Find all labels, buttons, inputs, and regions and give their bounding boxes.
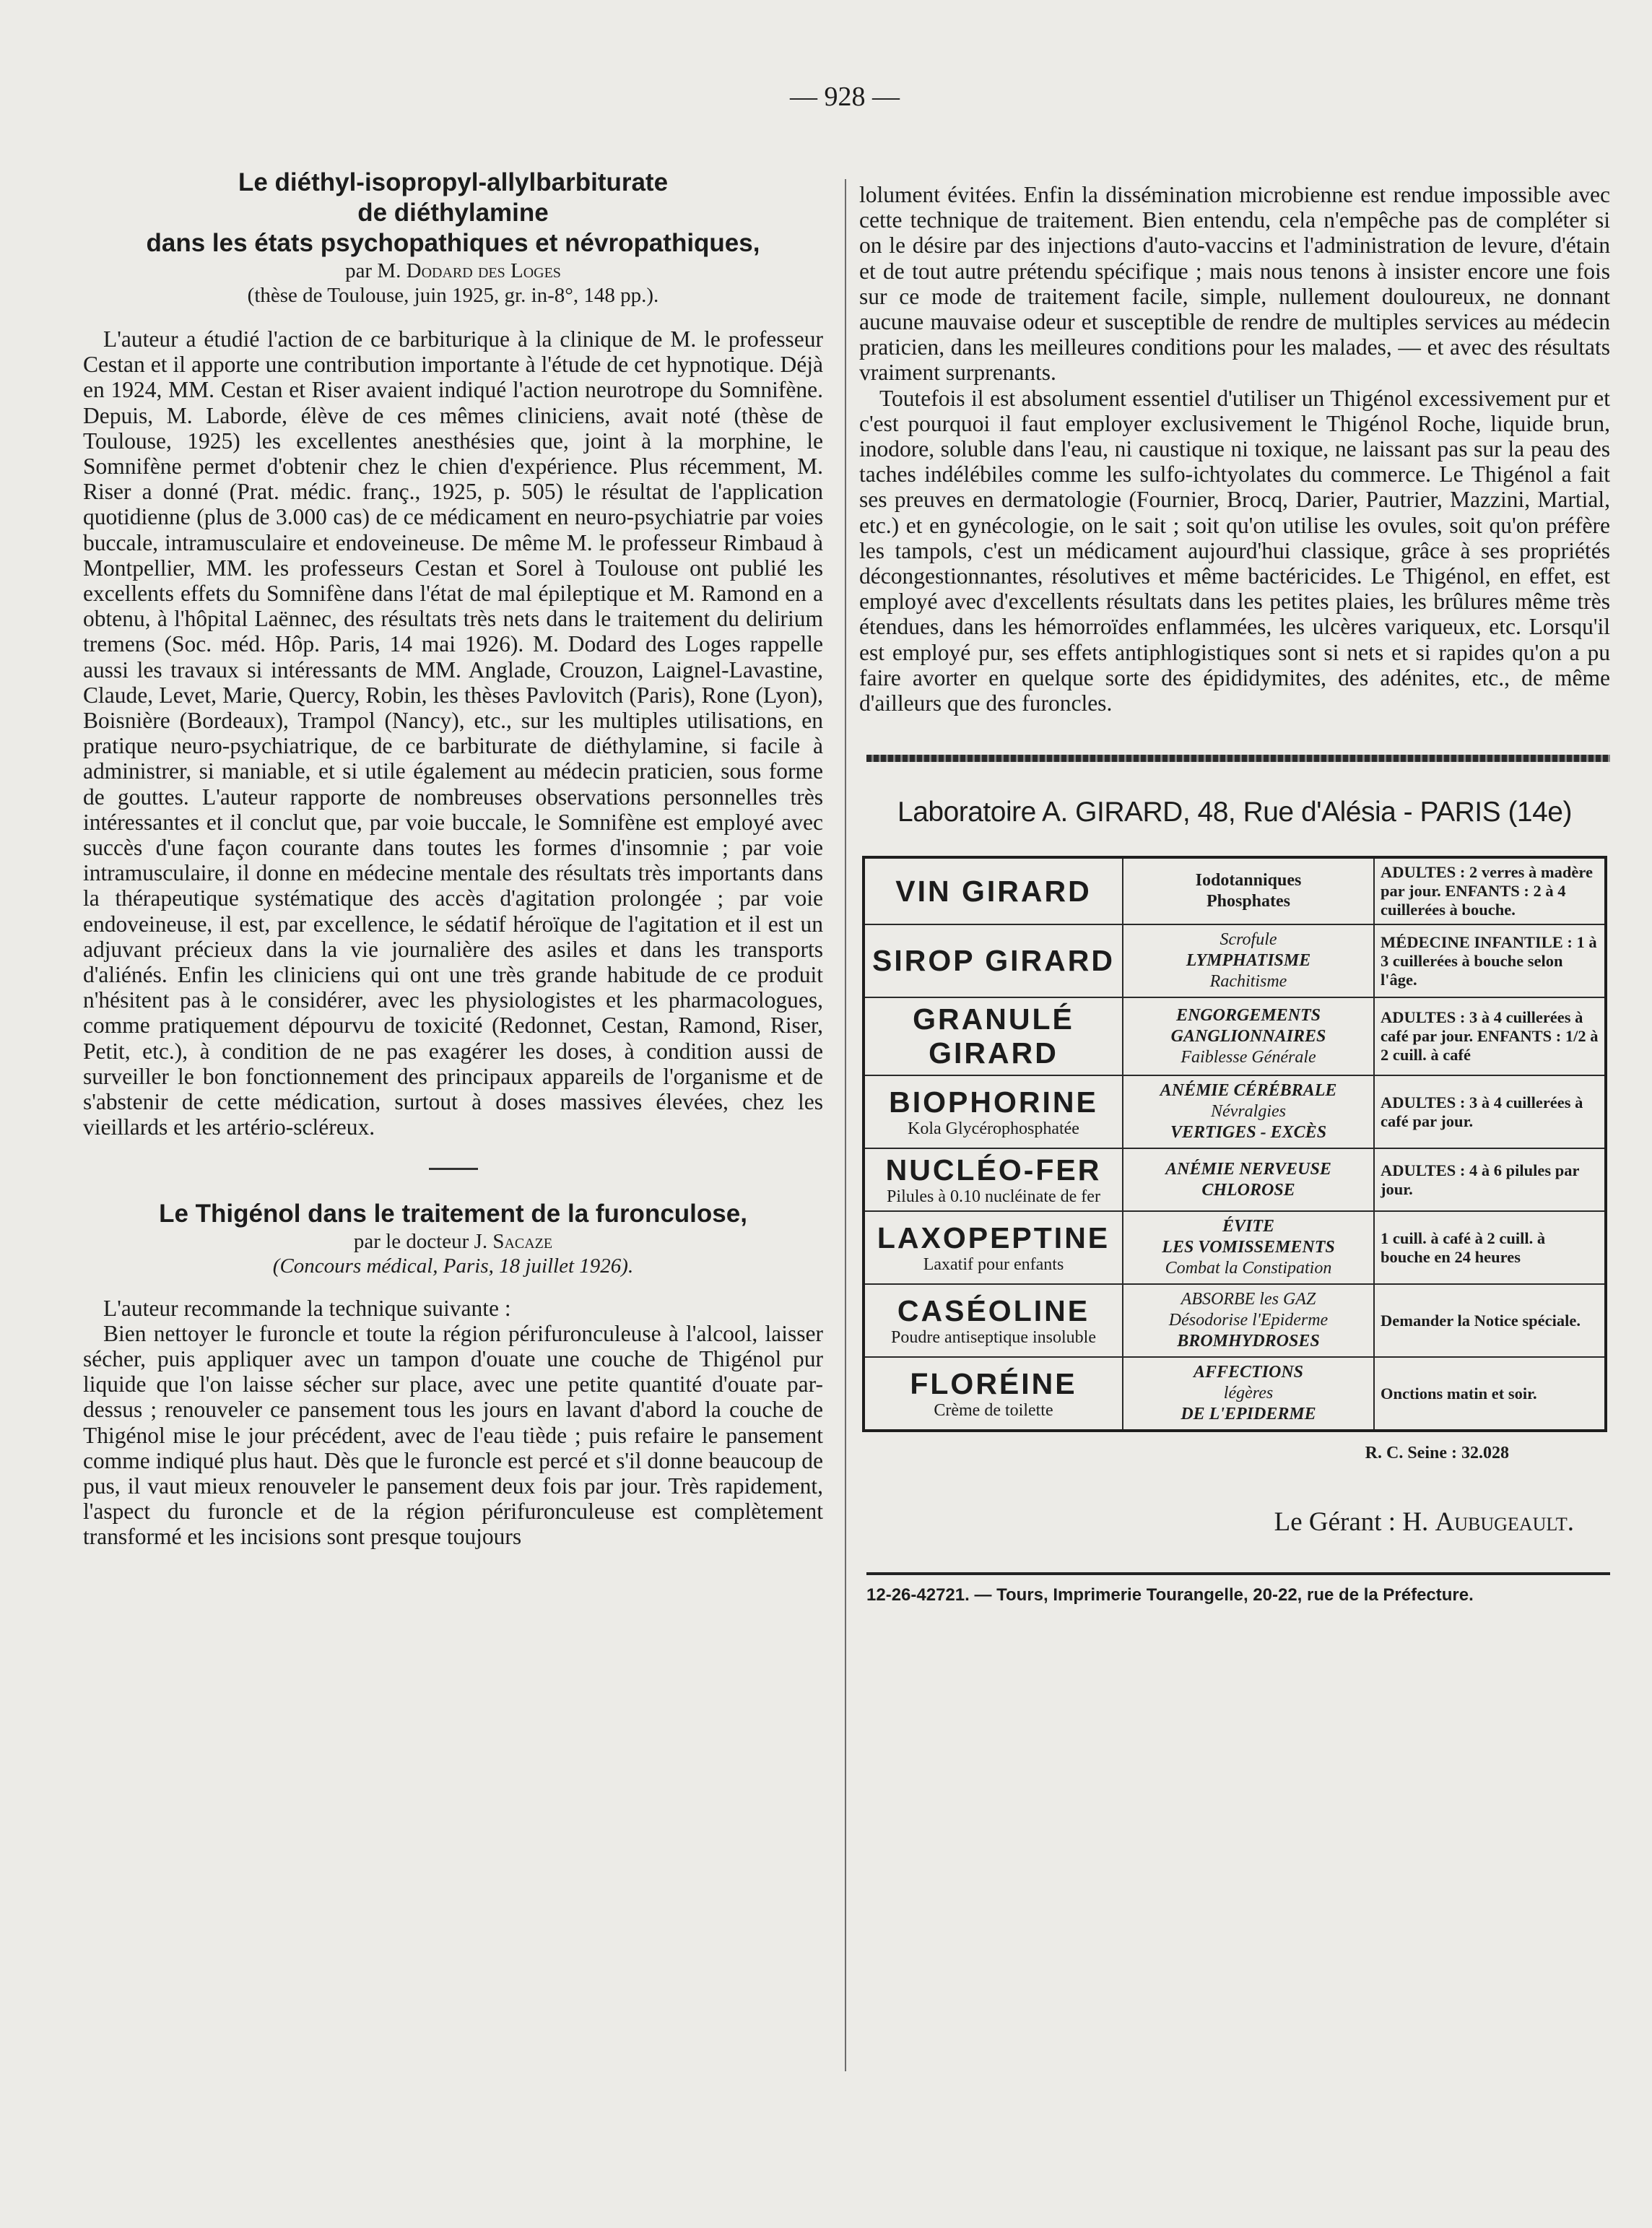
article2-paragraph: Bien nettoyer le furoncle et toute la région périfuronculeuse à l'alcool, laisser sécher, puis appliquer avec un tampon d'ouate une couche de Thigénol pur liquide que l'on laisse sécher sur place, avec une petite quantité d'ouate par-dessus ; renouveler ce pansement tous les jours en lavant d'abord la couche de Thigénol mise le jour précédent, avec de l'eau tiède ; puis refaire le pansement comme indiqué plus haut. Dès que le furoncle est percé et s'il donne beaucoup de pus, il vaut mieux renouveler le pansement deux fois par jour. Très rapidement, l'aspect du furoncle et de la région périfuronculeuse est complètement transformé et les incisions sont presque toujours xyxy=(83,1320,823,1550)
product-subtitle: Crème de toilette xyxy=(934,1401,1053,1421)
laboratory-header: Laboratoire A. GIRARD, 48, Rue d'Alésia - PARIS (14e) xyxy=(897,797,1572,828)
indications-cell xyxy=(1123,1148,1374,1211)
indication-line: AFFECTIONS xyxy=(1193,1363,1304,1382)
article2-byline xyxy=(83,1229,823,1254)
ad-row xyxy=(864,924,1606,997)
product-name: VIN GIRARD xyxy=(895,874,1092,908)
product-cell xyxy=(864,997,1123,1075)
indication-line: LES VOMISSEMENTS xyxy=(1162,1238,1335,1257)
indication-line: ABSORBE les GAZ xyxy=(1181,1290,1316,1309)
product-name: LAXOPEPTINE xyxy=(877,1221,1110,1255)
indications-cell xyxy=(1123,997,1374,1075)
ad-row xyxy=(864,1211,1606,1284)
product-name: FLORÉINE xyxy=(910,1367,1077,1401)
gerant-name: Aubugeault. xyxy=(1435,1507,1574,1538)
dosage-cell: Demander la Notice spéciale. xyxy=(1374,1284,1606,1357)
product-name: BIOPHORINE xyxy=(889,1085,1098,1119)
article2-author: Sacaze xyxy=(492,1229,553,1253)
indication-line: Faiblesse Générale xyxy=(1181,1047,1316,1067)
article2-continuation: Toutefois il est absolument essentiel d'utiliser un Thigénol excessivement pur et c'est pourquoi il faut employer exclusivement le Thigénol Roche, liquide brun, inodore, soluble dans l'eau, ni caustique ni toxique, ne laissant pas sur la peau des taches indélébiles comme les sulfo-ichtyolates du commerce. Le Thigénol a fait ses preuves en dermatologie (Fournier, Brocq, Darier, Pautrier, Mazzini, Martial, etc.) et en gynécologie, on le sait ; soit qu'on utilise les ovules, soit qu'on préfère les tampols, c'est un médicament aujourd'hui classique, grâce à ses propriétés décongestionnantes, résolutives et même bactéricides. Le Thigénol, en effet, est employé avec d'excellents résultats dans les petites plaies, les brûlures même très étendues, dans les hémorroïdes enflammées, les ulcères variqueux, etc. Lorsqu'il est employé pur, ses effets antiphlogistiques sont si nets et si rapides qu'on a pu faire avorter en quelque sorte des épididymites, des adénites, etc., de même d'ailleurs que des furoncles. xyxy=(859,385,1610,716)
indication-line: ENGORGEMENTS xyxy=(1175,1005,1321,1025)
ad-row xyxy=(864,1148,1606,1211)
article2-paragraph: L'auteur recommande la technique suivante : xyxy=(103,1295,511,1321)
product-subtitle: Pilules à 0.10 nucléinate de fer xyxy=(887,1187,1100,1207)
indication-line: LYMPHATISME xyxy=(1186,951,1311,971)
dosage-cell: Onctions matin et soir. xyxy=(1374,1357,1606,1431)
advertisement-table xyxy=(862,856,1607,1432)
dosage-cell: ADULTES : 3 à 4 cuillerées à café par jour. ENFANTS : 1/2 à 2 cuill. à café xyxy=(1374,997,1606,1075)
product-cell xyxy=(864,1357,1123,1431)
indications-cell xyxy=(1123,857,1374,924)
registration-number: R. C. Seine : 32.028 xyxy=(1365,1444,1509,1463)
indication-line: BROMHYDROSES xyxy=(1177,1332,1320,1351)
product-cell xyxy=(864,1075,1123,1148)
article1-author: Dodard des Loges xyxy=(406,259,561,282)
indication-line: ÉVITE xyxy=(1222,1217,1275,1236)
article2-author-prefix: par le docteur J. xyxy=(353,1229,488,1253)
article1-byline xyxy=(83,259,823,283)
product-cell xyxy=(864,1284,1123,1357)
dosage-cell: 1 cuill. à café à 2 cuill. à bouche en 24 heures xyxy=(1374,1211,1606,1284)
indication-line: CHLOROSE xyxy=(1201,1180,1295,1200)
page-number: — 928 — xyxy=(790,82,900,112)
indication-line: ANÉMIE NERVEUSE xyxy=(1165,1159,1331,1179)
article1-thesis: (thèse de Toulouse, juin 1925, gr. in-8°, 148 pp.). xyxy=(247,284,659,307)
right-column xyxy=(859,182,1610,1605)
dosage-cell: ADULTES : 4 à 6 pilules par jour. xyxy=(1374,1148,1606,1211)
indication-line: Névralgies xyxy=(1211,1102,1286,1122)
product-cell xyxy=(864,924,1123,997)
indication-line: GANGLIONNAIRES xyxy=(1170,1026,1326,1046)
indication-line: Combat la Constipation xyxy=(1165,1259,1332,1278)
indication-line: légères xyxy=(1223,1384,1274,1403)
gerant-line xyxy=(859,1507,1574,1538)
gerant-prefix: Le Gérant : H. xyxy=(1274,1507,1429,1538)
dashed-divider xyxy=(866,755,1610,762)
left-column xyxy=(83,168,823,1550)
article1-title-line2: de diéthylamine xyxy=(357,199,549,227)
product-name: GRANULÉ GIRARD xyxy=(913,1002,1074,1070)
indication-line: Rachitisme xyxy=(1209,972,1287,992)
ad-row xyxy=(864,997,1606,1075)
ad-row xyxy=(864,1284,1606,1357)
product-subtitle: Laxatif pour enfants xyxy=(923,1255,1064,1275)
ad-row xyxy=(864,857,1606,924)
dosage-cell: ADULTES : 3 à 4 cuillerées à café par jour. xyxy=(1374,1075,1606,1148)
indication-line: Scrofule xyxy=(1220,930,1277,950)
indications-cell xyxy=(1123,1284,1374,1357)
column-rule xyxy=(845,179,846,2071)
indication-line: Désodorise l'Epiderme xyxy=(1168,1311,1329,1330)
indications-cell xyxy=(1123,1357,1374,1431)
article2-source: (Concours médical, Paris, 18 juillet 1926). xyxy=(272,1254,634,1278)
article1-body: L'auteur a étudié l'action de ce barbiturique à la clinique de M. le professeur Cestan et il apporte une contribution importante à l'étude de cet hypnotique. Déjà en 1924, MM. Cestan et Riser avaient indiqué l'action neurotrope du Somnifène. Depuis, M. Laborde, élève de ces mêmes cliniciens, avait noté (thèse de Toulouse, 1925) les excellentes anesthésies que, joint à la morphine, le Somnifène permet d'obtenir chez le chien d'expérience. Plus récemment, M. Riser a donné (Prat. médic. franç., 1925, p. 505) le résultat de l'application quotidienne (plus de 3.000 cas) de ce médicament en neuro-psychiatrie par voies buccale, intramusculaire et endoveineuse. De même M. le professeur Rimbaud à Montpellier, MM. les professeurs Cestan et Sorel à Toulouse ont publié les excellents effets du Somnifène dans l'état de mal épileptique et M. Ramond en a obtenu, à l'hôpital Laënnec, des résultats très nets dans le traitement du delirium tremens (Soc. méd. Hôp. Paris, 14 mai 1926). M. Dodard des Loges rappelle aussi les travaux si intéressants de MM. Anglade, Crouzon, Laignel-Lavastine, Claude, Levet, Marie, Quercy, Robin, les thèses Pavlovitch (Paris), Rone (Lyon), Boisnière (Bordeaux), Trampol (Nancy), etc., sur les multiples utilisations, en pratique neuro-psychiatrique, de ce barbiturate de diéthylamine, si facile à administrer, si maniable, et si utile également au médecin praticien, sous forme de gouttes. L'auteur rapporte de nombreuses observations personnelles très intéressantes et il conclut que, par voie buccale, le Somnifène est employé avec succès d'une façon courante dans toutes les formes d'insomnie ; par voie intramusculaire, il donne en médecine mentale des résultats très importants dans la thérapeutique systématique des accès d'agitation prolongée ; par voie endoveineuse, il est, par excellence, le sédatif héroïque de l'agitation et il est un adjuvant précieux dans la vie journalière des asiles et dans les transports d'aliénés. Enfin les cliniciens qui ont une très grande habitude de ce produit n'hésitent pas à le considérer, avec les physiologistes et les pharmacologues, comme pratiquement dépourvu de toxicité (Redonnet, Cestan, Ramond, Riser, Petit, etc.), à condition de ne pas exagérer les doses, à condition aussi de surveiller le bon fonctionnement des principaux appareils de l'organisme et de s'abstenir de cette médication, surtout à doses massives élevées, chez les vieillards et les artério-scléreux. xyxy=(83,326,823,1140)
indications-cell xyxy=(1123,924,1374,997)
printer-imprint: 12-26-42721. — Tours, Imprimerie Tourangelle, 20-22, rue de la Préfecture. xyxy=(866,1572,1610,1605)
indication-line: Iodotanniques xyxy=(1195,871,1302,890)
indication-line: DE L'EPIDERME xyxy=(1181,1405,1316,1424)
product-subtitle: Kola Glycérophosphatée xyxy=(908,1119,1079,1139)
article1-author-prefix: par M. xyxy=(345,259,401,282)
product-name: SIROP GIRARD xyxy=(872,944,1115,978)
indications-cell xyxy=(1123,1211,1374,1284)
product-name: CASÉOLINE xyxy=(897,1294,1090,1328)
article2-title: Le Thigénol dans le traitement de la furonculose, xyxy=(159,1199,747,1228)
dosage-cell: MÉDECINE INFANTILE : 1 à 3 cuillerées à bouche selon l'âge. xyxy=(1374,924,1606,997)
article1-title-line3: dans les états psychopathiques et névropathiques, xyxy=(146,229,760,257)
article-separator xyxy=(429,1168,478,1170)
product-cell xyxy=(864,1211,1123,1284)
indication-line: VERTIGES - EXCÈS xyxy=(1170,1123,1327,1143)
dosage-cell: ADULTES : 2 verres à madère par jour. ENFANTS : 2 à 4 cuillerées à bouche. xyxy=(1374,857,1606,924)
indication-line: ANÉMIE CÉRÉBRALE xyxy=(1160,1081,1337,1101)
indication-line: Phosphates xyxy=(1206,892,1291,911)
article2-continuation: lolument évitées. Enfin la dissémination microbienne est rendue impossible avec cette technique de traitement. Bien entendu, cela n'empêche pas de compléter si on le désire par des injections d'auto-vaccins et l'administration de levure, d'étain et de tout autre prétendu spécifique ; mais nous tenons à insister encore une fois sur ce mode de traitement facile, simple, nullement douloureux, ne donnant aucune mauvaise odeur et susceptible de rendre de multiples services au médecin praticien, dans les meilleures conditions pour les malades, — et avec des résultats vraiment surprenants. xyxy=(859,182,1610,386)
product-cell xyxy=(864,1148,1123,1211)
ad-row xyxy=(864,1357,1606,1431)
indications-cell xyxy=(1123,1075,1374,1148)
product-name: NUCLÉO-FER xyxy=(885,1153,1102,1187)
ad-row xyxy=(864,1075,1606,1148)
product-cell xyxy=(864,857,1123,924)
product-subtitle: Poudre antiseptique insoluble xyxy=(891,1328,1096,1348)
article1-title-line1: Le diéthyl-isopropyl-allylbarbiturate xyxy=(238,168,669,196)
